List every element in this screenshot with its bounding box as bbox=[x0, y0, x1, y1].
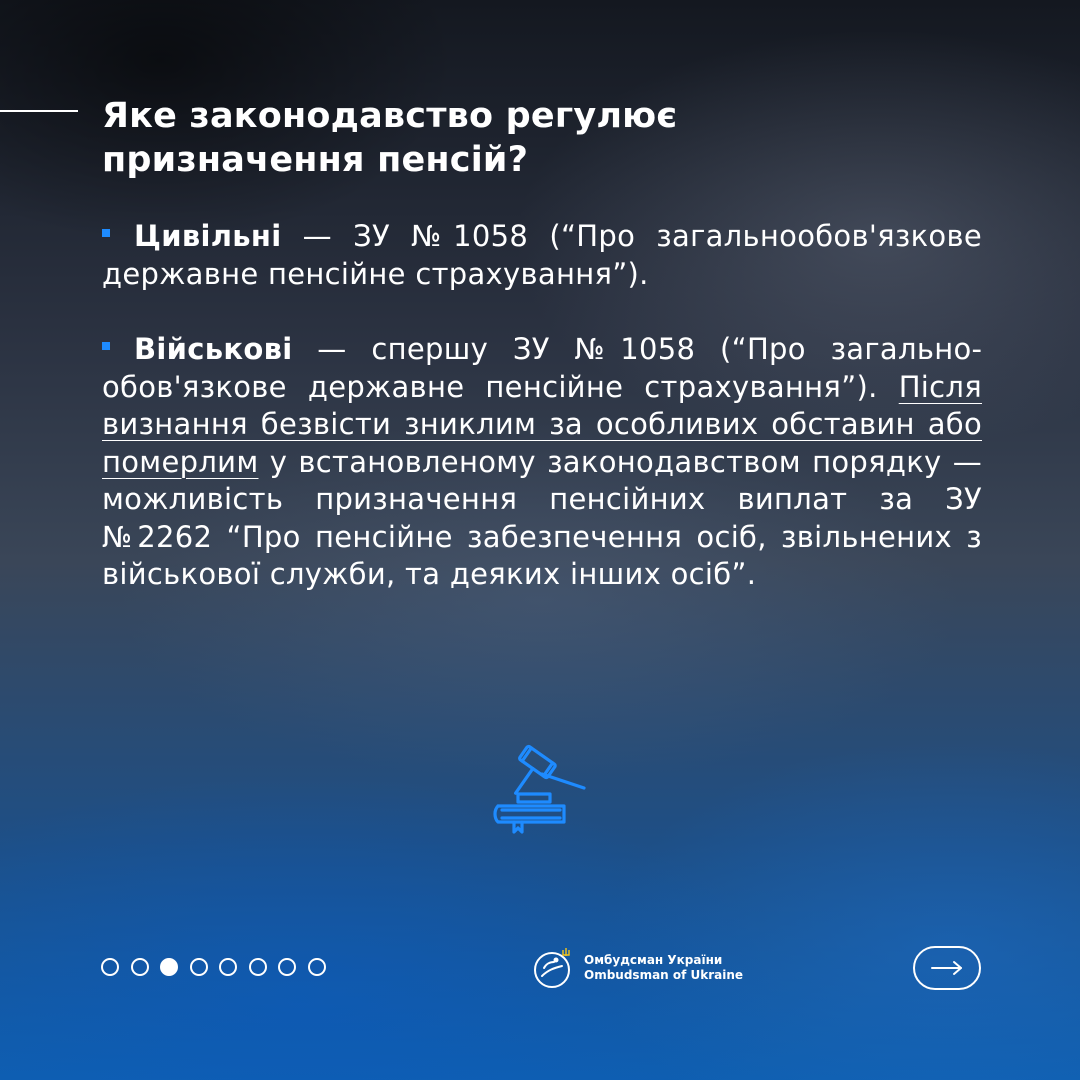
bullet-icon bbox=[102, 229, 110, 237]
pagination-dot-5[interactable] bbox=[219, 958, 237, 976]
ombudsman-logo bbox=[532, 946, 743, 990]
pagination-dot-8[interactable] bbox=[308, 958, 326, 976]
pagination-dots bbox=[101, 958, 326, 976]
military-label: Військові bbox=[134, 332, 293, 366]
title-line-2: призначення пенсій? bbox=[102, 140, 529, 180]
pagination-dot-7[interactable] bbox=[278, 958, 296, 976]
pagination-dot-2[interactable] bbox=[131, 958, 149, 976]
logo-line-uk: Омбудсман України bbox=[584, 953, 723, 967]
gavel-book-icon bbox=[492, 738, 588, 834]
bullet-icon bbox=[102, 342, 110, 350]
decorative-line bbox=[0, 110, 78, 112]
ombudsman-emblem-icon bbox=[532, 946, 576, 990]
page-title bbox=[102, 94, 982, 182]
pagination-dot-6[interactable] bbox=[249, 958, 267, 976]
pagination-dot-3[interactable] bbox=[160, 958, 178, 976]
military-text-after: у встановленому законодавством порядку — можливість призначення пенсійних виплат за ЗУ №2262 “Про пенсійне забезпечення осіб, звільнених з військової служби, та деяких інших осіб”. bbox=[102, 444, 982, 591]
military-underlined-text: Після визнання безвісти зниклим за особливих обставин або померлим bbox=[102, 369, 982, 479]
next-slide-button[interactable] bbox=[913, 946, 981, 990]
military-text-before: — спершу ЗУ №1058 (“Про загальнообов'язкове державне пенсійне страхування”). bbox=[102, 332, 982, 404]
civil-text: — ЗУ №1058 (“Про загальнообов'язкове державне пенсійне страхування”). bbox=[102, 219, 982, 291]
title-line-1: Яке законодавство регулює bbox=[102, 96, 678, 136]
logo-text bbox=[584, 953, 743, 983]
civil-paragraph bbox=[102, 218, 982, 293]
military-paragraph bbox=[102, 331, 982, 594]
pagination-dot-1[interactable] bbox=[101, 958, 119, 976]
arrow-right-icon bbox=[930, 960, 964, 976]
civil-label: Цивільні bbox=[134, 219, 282, 253]
logo-line-en: Ombudsman of Ukraine bbox=[584, 968, 744, 982]
pagination-dot-4[interactable] bbox=[190, 958, 208, 976]
